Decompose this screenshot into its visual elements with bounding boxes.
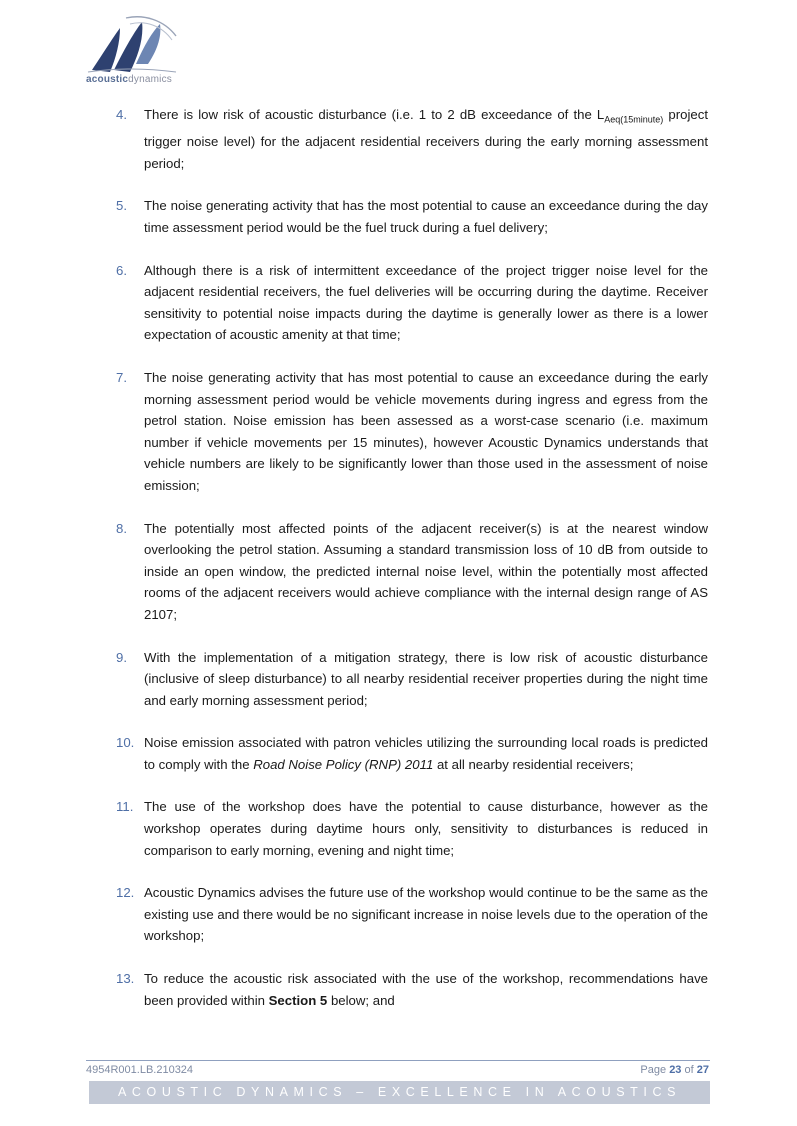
section-reference: Section 5	[268, 992, 328, 1008]
numbered-findings-list	[116, 104, 708, 1032]
document-reference: 4954R001.LB.210324	[86, 1064, 194, 1076]
item-number: 7.	[116, 369, 127, 385]
footer-divider	[86, 1060, 710, 1061]
footer-tagline-banner: ACOUSTIC DYNAMICS – EXCELLENCE IN ACOUSTICS	[89, 1081, 710, 1104]
list-item: 6. Although there is a risk of intermittent exceedance of the project trigger noise level for the adjacent residential receivers, the fuel deliveries will be occurring during the daytime. Receiver sensitivity to potential noise impacts during the daytime is generally lower as there is a lower expectation of acoustic amenity at that time;	[116, 260, 708, 346]
list-item: 8. The potentially most affected points of the adjacent receiver(s) is at the nearest window overlooking the petrol station. Assuming a standard transmission loss of 10 dB from outside to inside an open window, the predicted internal noise level, within the potentially most affected rooms of the adjacent receivers would achieve compliance with the internal design range of AS 2107;	[116, 518, 708, 626]
item-number: 5.	[116, 198, 127, 214]
logo-sails-icon	[86, 14, 178, 76]
logo-wordmark: acousticdynamics	[86, 74, 173, 85]
item-number: 10.	[116, 735, 135, 751]
list-item: 9. With the implementation of a mitigation strategy, there is low risk of acoustic disturbance (inclusive of sleep disturbance) to all nearby residential receiver properties during the night time and early morning assessment period;	[116, 647, 708, 712]
list-item: 5. The noise generating activity that has the most potential to cause an exceedance during the day time assessment period would be the fuel truck during a fuel delivery;	[116, 195, 708, 238]
item-number: 6.	[116, 262, 127, 278]
item-number: 8.	[116, 520, 127, 536]
list-item: 7. The noise generating activity that has most potential to cause an exceedance during the early morning assessment period would be vehicle movements during ingress and egress from the petrol station. Noise emission has been assessed as a worst-case scenario (i.e. maximum number if vehicle movements per 15 minutes), however Acoustic Dynamics understands that vehicle numbers are likely to be significantly lower than those used in the assessment of noise emission;	[116, 367, 708, 497]
list-item: 10. Noise emission associated with patron vehicles utilizing the surrounding local roads is predicted to comply with the Road Noise Policy (RNP) 2011 at all nearby residential receivers;	[116, 732, 708, 775]
list-item: 4. There is low risk of acoustic disturbance (i.e. 1 to 2 dB exceedance of the $L_{Aeq(15minute)}$ project trigger noise level) for the adjacent residential receivers during the early morning assessment period;	[116, 104, 708, 174]
item-number: 9.	[116, 649, 127, 665]
list-item: 12. Acoustic Dynamics advises the future use of the workshop would continue to be the same as the existing use and there would be no significant increase in noise levels due to the operation of the workshop;	[116, 882, 708, 947]
policy-title: Road Noise Policy (RNP) 2011	[253, 756, 434, 772]
list-item: 13. To reduce the acoustic risk associated with the use of the workshop, recommendations have been provided within Section 5 below; and	[116, 968, 708, 1011]
list-item: 11. The use of the workshop does have the potential to cause disturbance, however as the workshop operates during daytime hours only, sensitivity to disturbances is reduced in comparison to early morning, evening and night time;	[116, 796, 708, 861]
item-number: 12.	[116, 885, 135, 901]
item-number: 4.	[116, 107, 127, 122]
item-number: 11.	[116, 799, 134, 815]
page-number: Page 23 of 27	[640, 1064, 709, 1076]
item-number: 13.	[116, 971, 135, 987]
company-logo	[86, 14, 178, 90]
